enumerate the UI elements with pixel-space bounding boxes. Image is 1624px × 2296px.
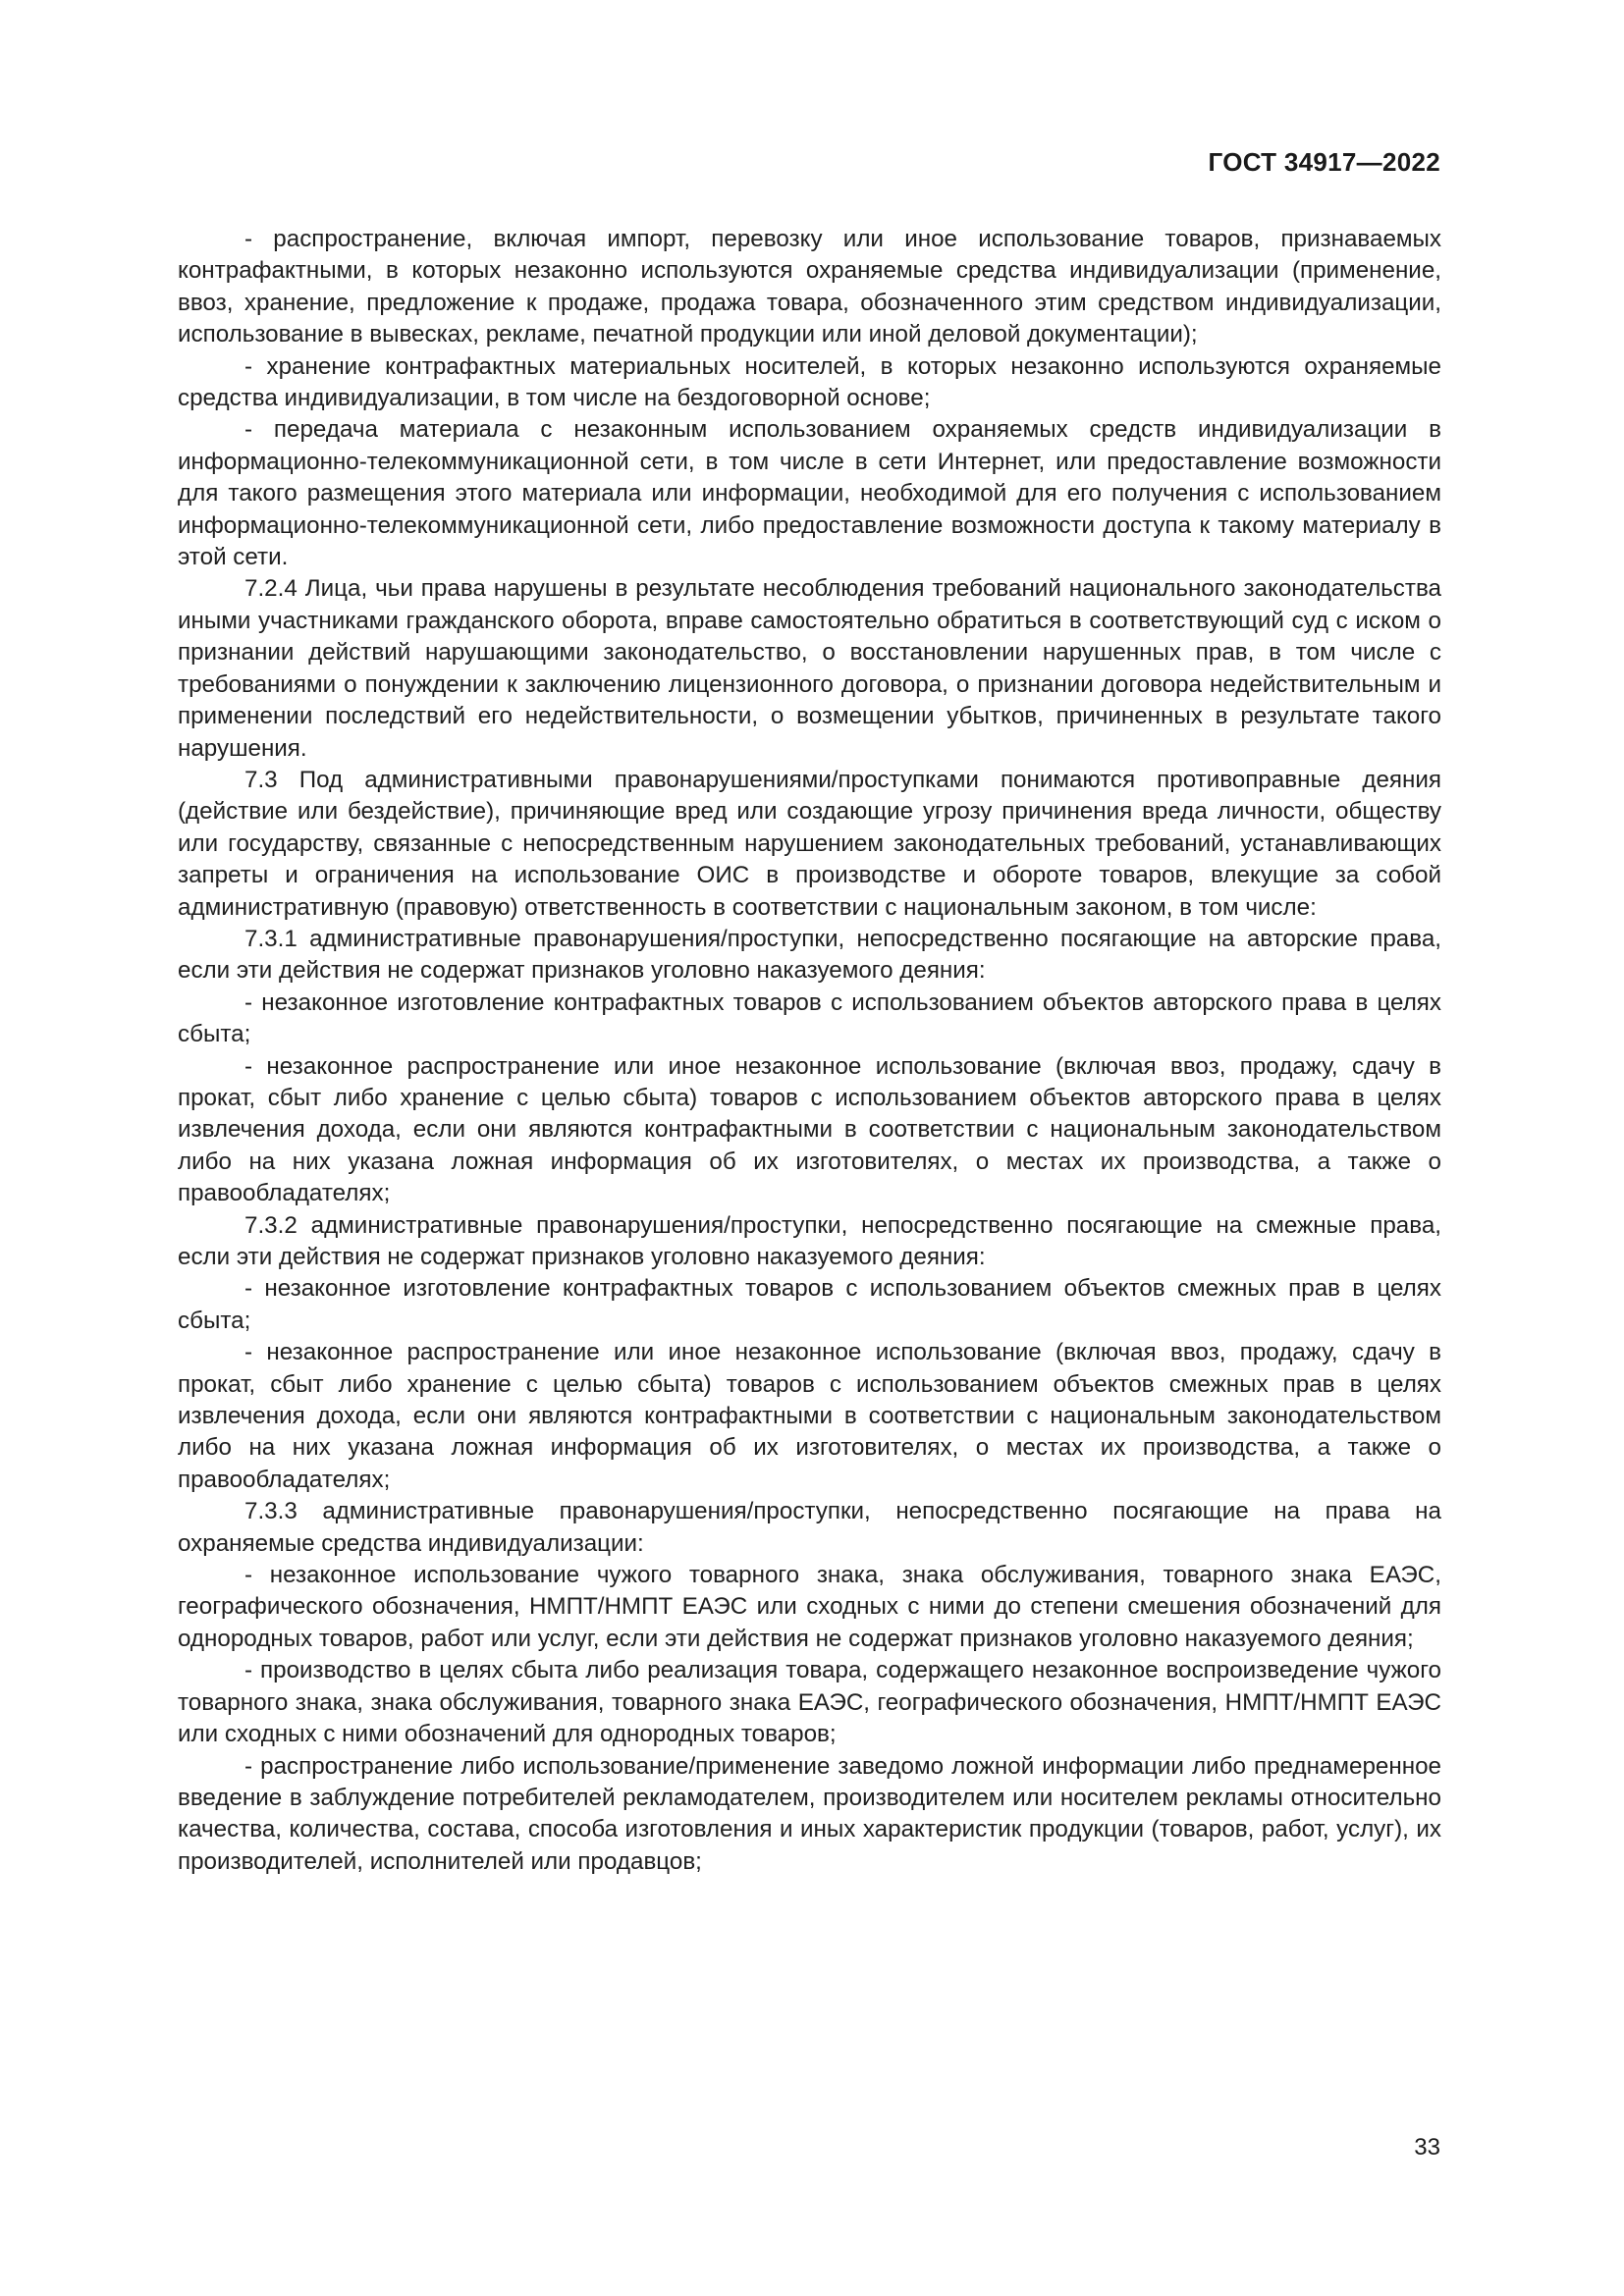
- paragraph: 7.2.4 Лица, чьи права нарушены в результате несоблюдения требований национального законодательства иными участниками гражданского оборота, вправе самостоятельно обратиться в соответствующий суд с иском о признании действий нарушающими законодательство, о восстановлении нарушенных прав, в том числе с требованиями о понуждении к заключению лицензионного договора, о признании договора недействительным и применении последствий его недействительности, о возмещении убытков, причиненных в результате такого нарушения.: [178, 575, 1441, 762]
- paragraph: - хранение контрафактных материальных носителей, в которых незаконно используются охраняемые средства индивидуализации, в том числе на бездоговорной основе;: [178, 352, 1441, 412]
- paragraph: 7.3.1 административные правонарушения/проступки, непосредственно посягающие на авторские права, если эти действия не содержат признаков уголовно наказуемого деяния:: [178, 925, 1441, 985]
- paragraph: - передача материала с незаконным использованием охраняемых средств индивидуализации в информационно-телекоммуникационной сети, в том числе в сети Интернет, или предоставление возможности для такого размещения этого материала или информации, необходимой для его получения с использованием информационно-телекоммуникационной сети, либо предоставление возможности доступа к такому материалу в этой сети.: [178, 416, 1441, 571]
- paragraph: 7.3 Под административными правонарушениями/проступками понимаются противоправные деяния (действие или бездействие), причиняющие вред или создающие угрозу причинения вреда личности, обществу или государству, связанные с непосредственным нарушением законодательных требований, устанавливающих запреты и ограничения на использование ОИС в производстве и обороте товаров, влекущие за собой административную (правовую) ответственность в соответствии с национальным законом, в том числе:: [178, 766, 1441, 921]
- paragraph: - незаконное использование чужого товарного знака, знака обслуживания, товарного знака ЕАЭС, географического обозначения, НМПТ/НМПТ ЕАЭС или сходных с ними до степени смешения обозначений для однородных товаров, работ или услуг, если эти действия не содержат признаков уголовно наказуемого деяния;: [178, 1562, 1441, 1652]
- document-body: [178, 224, 1441, 1878]
- paragraph: - незаконное распространение или иное незаконное использование (включая ввоз, продажу, сдачу в прокат, сбыт либо хранение с целью сбыта) товаров с использованием объектов авторского права в целях извлечения дохода, если они являются контрафактными в соответствии с национальным законодательством либо на них указана ложная информация об их изготовителях, о местах их производства, а также о правообладателях;: [178, 1052, 1441, 1207]
- document-header-id: ГОСТ 34917—2022: [1208, 147, 1440, 177]
- paragraph: - распространение, включая импорт, перевозку или иное использование товаров, признаваемых контрафактными, в которых незаконно используются охраняемые средства индивидуализации (применение, ввоз, хранение, предложение к продаже, продажа товара, обозначенного этим средством индивидуализации, использование в вывесках, рекламе, печатной продукции или иной деловой документации);: [178, 226, 1441, 348]
- paragraph: - производство в целях сбыта либо реализация товара, содержащего незаконное воспроизведение чужого товарного знака, знака обслуживания, товарного знака ЕАЭС, географического обозначения, НМПТ/НМПТ ЕАЭС или сходных с ними обозначений для однородных товаров;: [178, 1657, 1441, 1748]
- paragraph: 7.3.2 административные правонарушения/проступки, непосредственно посягающие на смежные права, если эти действия не содержат признаков уголовно наказуемого деяния:: [178, 1211, 1441, 1270]
- paragraph: 7.3.3 административные правонарушения/проступки, непосредственно посягающие на права на охраняемые средства индивидуализации:: [178, 1498, 1441, 1557]
- page-number: 33: [1414, 2134, 1440, 2161]
- paragraph: - незаконное изготовление контрафактных товаров с использованием объектов смежных прав в целях сбыта;: [178, 1275, 1441, 1334]
- paragraph: - распространение либо использование/применение заведомо ложной информации либо преднамеренное введение в заблуждение потребителей рекламодателем, производителем или носителем рекламы относительно качества, количества, состава, способа изготовления и иных характеристик продукции (товаров, работ, услуг), их производителей, исполнителей или продавцов;: [178, 1752, 1441, 1875]
- paragraph: - незаконное распространение или иное незаконное использование (включая ввоз, продажу, сдачу в прокат, сбыт либо хранение с целью сбыта) товаров с использованием объектов смежных прав в целях извлечения дохода, если они являются контрафактными в соответствии с национальным законодательством либо на них указана ложная информация об их изготовителях, о местах их производства, а также о правообладателях;: [178, 1339, 1441, 1493]
- paragraph: - незаконное изготовление контрафактных товаров с использованием объектов авторского права в целях сбыта;: [178, 988, 1441, 1048]
